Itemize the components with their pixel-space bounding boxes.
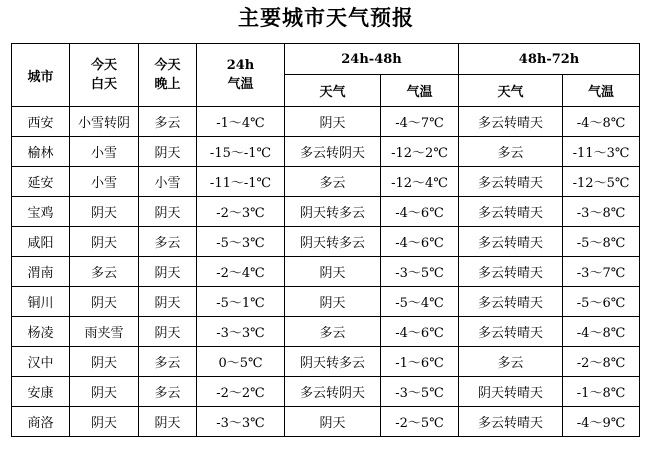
table-row <box>12 167 640 197</box>
header-city <box>12 44 70 107</box>
header-today-day-line2: 白天 <box>90 77 117 92</box>
header-group-24-48 <box>285 44 459 75</box>
cell-temp-48: -1～6℃ <box>381 347 459 377</box>
cell-weather-72: 多云 <box>459 137 563 167</box>
cell-today-night: 阴天 <box>139 257 197 287</box>
table-row <box>12 317 640 347</box>
cell-today-day: 阴天 <box>70 347 139 377</box>
cell-temp-48: -5～4℃ <box>381 287 459 317</box>
cell-temp-72: -1～8℃ <box>563 377 640 407</box>
header-weather-48 <box>285 75 381 107</box>
table-row <box>12 347 640 377</box>
header-group-48-72 <box>459 44 640 75</box>
header-weather-72 <box>459 75 563 107</box>
cell-temp-24h: -15～-1℃ <box>197 137 285 167</box>
table-row <box>12 257 640 287</box>
cell-temp-48: -3～5℃ <box>381 377 459 407</box>
cell-today-day: 阴天 <box>70 287 139 317</box>
cell-weather-48: 阴天 <box>285 287 381 317</box>
cell-today-night: 阴天 <box>139 287 197 317</box>
cell-temp-72: -12～5℃ <box>563 167 640 197</box>
cell-today-night: 多云 <box>139 227 197 257</box>
cell-temp-24h: -5～1℃ <box>197 287 285 317</box>
cell-temp-24h: -2～4℃ <box>197 257 285 287</box>
cell-weather-48: 多云 <box>285 167 381 197</box>
cell-temp-48: -4～6℃ <box>381 197 459 227</box>
cell-temp-72: -5～8℃ <box>563 227 640 257</box>
cell-weather-48: 阴天 <box>285 107 381 137</box>
cell-temp-48: -12～2℃ <box>381 137 459 167</box>
cell-weather-72: 多云转晴天 <box>459 197 563 227</box>
cell-temp-72: -11～3℃ <box>563 137 640 167</box>
cell-weather-48: 阴天 <box>285 407 381 437</box>
cell-today-night: 阴天 <box>139 137 197 167</box>
cell-today-day: 小雪 <box>70 137 139 167</box>
header-temp-72 <box>563 75 640 107</box>
cell-temp-72: -4～9℃ <box>563 407 640 437</box>
cell-temp-48: -12～4℃ <box>381 167 459 197</box>
cell-temp-72: -2～8℃ <box>563 347 640 377</box>
table-row <box>12 407 640 437</box>
table-row <box>12 227 640 257</box>
table-row <box>12 197 640 227</box>
cell-weather-72: 多云转晴天 <box>459 227 563 257</box>
cell-weather-72: 多云转晴天 <box>459 407 563 437</box>
header-today-day <box>70 44 139 107</box>
header-group-24-48-label: 24h-48h <box>341 51 402 67</box>
header-today-day-line1: 今天 <box>90 58 117 73</box>
cell-weather-72: 多云转晴天 <box>459 287 563 317</box>
table-row <box>12 107 640 137</box>
cell-temp-24h: -2～2℃ <box>197 377 285 407</box>
cell-city: 汉中 <box>12 347 70 377</box>
cell-today-night: 多云 <box>139 347 197 377</box>
cell-temp-72: -3～7℃ <box>563 257 640 287</box>
cell-weather-48: 多云转阴天 <box>285 137 381 167</box>
cell-today-day: 阴天 <box>70 407 139 437</box>
cell-weather-48: 阴天转多云 <box>285 227 381 257</box>
cell-today-night: 多云 <box>139 107 197 137</box>
cell-weather-72: 多云转晴天 <box>459 317 563 347</box>
cell-weather-48: 阴天 <box>285 257 381 287</box>
header-weather-48-label: 天气 <box>319 85 346 100</box>
cell-temp-24h: -11～-1℃ <box>197 167 285 197</box>
cell-city: 杨凌 <box>12 317 70 347</box>
cell-temp-48: -3～5℃ <box>381 257 459 287</box>
cell-city: 宝鸡 <box>12 197 70 227</box>
cell-temp-72: -4～8℃ <box>563 107 640 137</box>
cell-today-day: 阴天 <box>70 197 139 227</box>
cell-temp-72: -5～6℃ <box>563 287 640 317</box>
cell-weather-48: 多云 <box>285 317 381 347</box>
header-row-top <box>12 44 640 75</box>
cell-today-night: 阴天 <box>139 407 197 437</box>
cell-city: 西安 <box>12 107 70 137</box>
cell-temp-24h: 0～5℃ <box>197 347 285 377</box>
cell-temp-24h: -2～3℃ <box>197 197 285 227</box>
page-title: 主要城市天气预报 <box>238 5 414 30</box>
cell-today-night: 阴天 <box>139 317 197 347</box>
header-today-night <box>139 44 197 107</box>
cell-temp-48: -4～6℃ <box>381 317 459 347</box>
cell-temp-24h: -5～3℃ <box>197 227 285 257</box>
cell-city: 咸阳 <box>12 227 70 257</box>
cell-weather-48: 阴天转多云 <box>285 347 381 377</box>
cell-today-night: 小雪 <box>139 167 197 197</box>
header-today-night-line1: 今天 <box>154 58 181 73</box>
cell-city: 铜川 <box>12 287 70 317</box>
table-row <box>12 137 640 167</box>
cell-city: 渭南 <box>12 257 70 287</box>
cell-weather-72: 多云 <box>459 347 563 377</box>
cell-city: 安康 <box>12 377 70 407</box>
table-row <box>12 287 640 317</box>
header-temp-24h-line1: 24h <box>226 58 255 73</box>
cell-today-day: 阴天 <box>70 227 139 257</box>
cell-temp-24h: -1～4℃ <box>197 107 285 137</box>
cell-today-day: 雨夹雪 <box>70 317 139 347</box>
cell-weather-48: 多云转阴天 <box>285 377 381 407</box>
cell-temp-72: -4～8℃ <box>563 317 640 347</box>
cell-city: 榆林 <box>12 137 70 167</box>
cell-today-night: 阴天 <box>139 197 197 227</box>
table-row <box>12 377 640 407</box>
cell-weather-72: 多云转晴天 <box>459 167 563 197</box>
header-temp-72-label: 气温 <box>588 85 615 100</box>
cell-today-day: 多云 <box>70 257 139 287</box>
cell-today-night: 多云 <box>139 377 197 407</box>
header-today-night-line2: 晚上 <box>154 77 181 92</box>
cell-temp-24h: -3～3℃ <box>197 407 285 437</box>
cell-weather-48: 阴天转多云 <box>285 197 381 227</box>
header-temp-48 <box>381 75 459 107</box>
cell-today-day: 小雪转阴 <box>70 107 139 137</box>
cell-temp-24h: -3～3℃ <box>197 317 285 347</box>
cell-weather-72: 多云转晴天 <box>459 257 563 287</box>
header-group-48-72-label: 48h-72h <box>518 51 580 67</box>
cell-temp-48: -4～6℃ <box>381 227 459 257</box>
cell-today-day: 小雪 <box>70 167 139 197</box>
header-temp-24h-line2: 气温 <box>227 77 254 92</box>
cell-temp-48: -4～7℃ <box>381 107 459 137</box>
weather-forecast-table <box>11 43 640 437</box>
cell-temp-72: -3～8℃ <box>563 197 640 227</box>
header-weather-72-label: 天气 <box>497 85 524 100</box>
cell-weather-72: 阴天转晴天 <box>459 377 563 407</box>
header-city-label: 城市 <box>27 69 54 85</box>
header-temp-24h <box>197 44 285 107</box>
header-temp-48-label: 气温 <box>406 85 433 100</box>
cell-weather-72: 多云转晴天 <box>459 107 563 137</box>
cell-temp-48: -2～5℃ <box>381 407 459 437</box>
cell-city: 商洛 <box>12 407 70 437</box>
cell-city: 延安 <box>12 167 70 197</box>
cell-today-day: 阴天 <box>70 377 139 407</box>
